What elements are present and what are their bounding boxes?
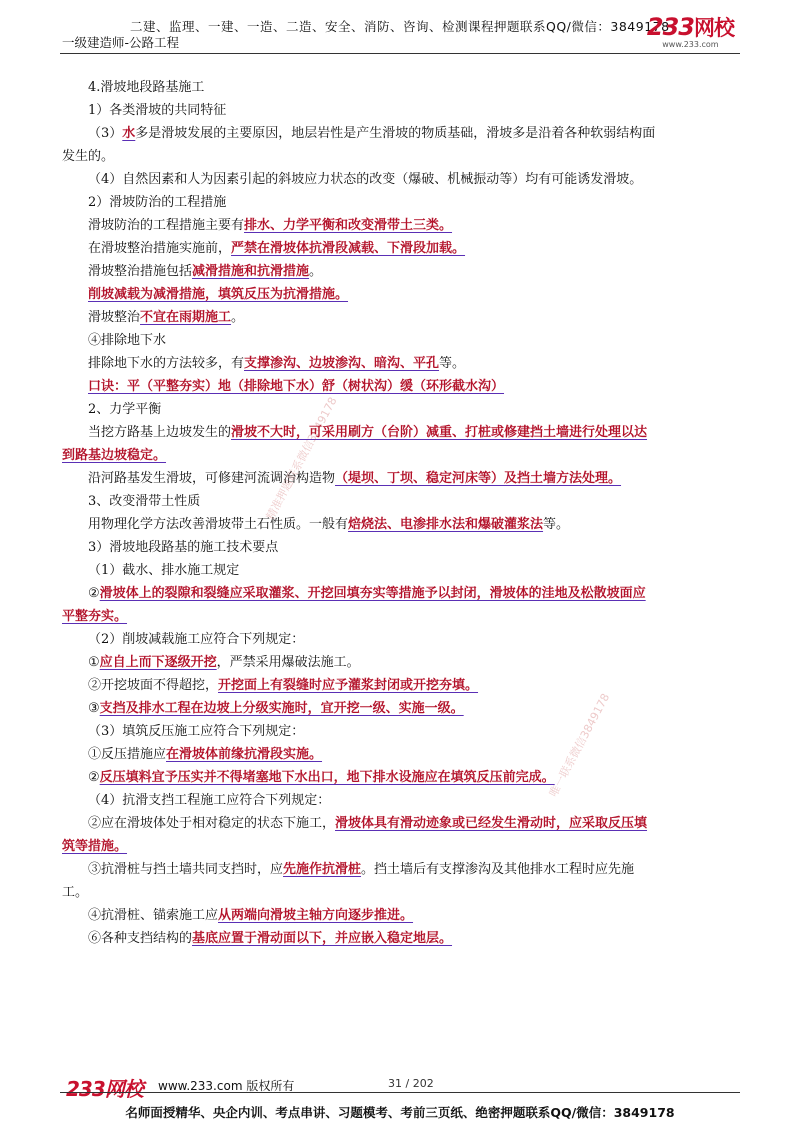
highlighted-text: 不宜在雨期施工 — [140, 310, 232, 325]
body-text: 。 — [309, 264, 323, 279]
body-text: （4）抗滑支挡工程施工应符合下列规定： — [88, 793, 331, 808]
highlighted-text: 滑坡不大时，可采用刷方（台阶）减重、打桩或修建挡土墙进行处理以达 — [231, 425, 648, 440]
text-line — [62, 674, 752, 697]
text-line — [62, 490, 752, 513]
body-text: ② — [88, 586, 100, 601]
highlighted-text: 严禁在滑坡体抗滑段减载、下滑段加载。 — [231, 241, 466, 256]
body-text: 沿河路基发生滑坡，可修建河流调治构造物 — [88, 471, 336, 486]
body-text: 工。 — [62, 885, 89, 900]
body-text: 发生的。 — [62, 149, 115, 164]
body-text: ②开挖坡面不得超挖， — [88, 678, 219, 693]
page-number: 31 / 202 — [388, 1077, 434, 1090]
body-text: 4.滑坡地段路基施工 — [88, 80, 205, 95]
body-text: ⑥各种支挡结构的 — [88, 931, 193, 946]
text-line — [62, 513, 752, 536]
body-text: 滑坡整治措施包括 — [88, 264, 193, 279]
body-text: ④排除地下水 — [88, 333, 167, 348]
highlighted-text: 焙烧法、电渗排水法和爆破灌浆法 — [348, 517, 544, 532]
text-line — [62, 122, 752, 145]
document-body — [62, 76, 752, 950]
highlighted-text: 筑等措施。 — [62, 839, 128, 854]
highlighted-text: 应自上而下逐级开挖 — [99, 655, 217, 670]
text-line — [62, 927, 752, 950]
text-line — [62, 329, 752, 352]
text-line — [62, 306, 752, 329]
text-line — [62, 605, 752, 628]
body-text: ① — [88, 655, 100, 670]
body-text: ①反压措施应 — [88, 747, 167, 762]
text-line — [62, 743, 752, 766]
text-line — [62, 881, 752, 904]
highlighted-text: 减滑措施和抗滑措施 — [192, 264, 310, 279]
body-text: 。 — [231, 310, 245, 325]
body-text: 滑坡整治 — [88, 310, 141, 325]
body-text: 在滑坡整治措施实施前， — [88, 241, 232, 256]
text-line — [62, 835, 752, 858]
text-line — [62, 812, 752, 835]
highlighted-text: 开挖面上有裂缝时应予灌浆封闭或开挖夯填。 — [218, 678, 479, 693]
body-text: 用物理化学方法改善滑坡带土石性质。一般有 — [88, 517, 349, 532]
text-line — [62, 789, 752, 812]
text-line — [62, 76, 752, 99]
text-line — [62, 375, 752, 398]
text-line — [62, 651, 752, 674]
logo-url: www.233.com — [662, 40, 719, 49]
header-subject: 一级建造师-公路工程 — [62, 35, 180, 50]
body-text: 滑坡防治的工程措施主要有 — [88, 218, 245, 233]
footer-promo-text: 名师面授精华、央企内训、考点串讲、习题模考、考前三页纸、绝密押题联系QQ/微信：3849178 — [125, 1105, 675, 1120]
footer-site: www.233.com 版权所有 — [158, 1079, 295, 1093]
text-line — [62, 536, 752, 559]
text-line — [62, 858, 752, 881]
text-line — [62, 582, 752, 605]
text-line — [62, 467, 752, 490]
body-text: 排除地下水的方法较多，有 — [88, 356, 245, 371]
body-text: 3）滑坡地段路基的施工技术要点 — [88, 540, 279, 555]
body-text: ④抗滑桩、锚索施工应 — [88, 908, 219, 923]
highlighted-text: 从两端向滑坡主轴方向逐步推进。 — [218, 908, 414, 923]
body-text: 3、改变滑带土性质 — [88, 494, 201, 509]
text-line — [62, 352, 752, 375]
highlighted-text: 滑坡体上的裂隙和裂缝应采取灌浆、开挖回填夯实等措施予以封闭，滑坡体的洼地及松散坡面应 — [99, 586, 646, 601]
body-text: （1）截水、排水施工规定 — [88, 563, 240, 578]
header-promo-text: 二建、监理、一建、一造、二造、安全、消防、咨询、检测课程押题联系QQ/微信：3849178 — [130, 19, 670, 34]
body-text: 等。 — [543, 517, 570, 532]
highlighted-text: 口诀：平（平整夯实）地（排除地下水）舒（树状沟）缓（环形截水沟） — [88, 379, 505, 394]
body-text: 等。 — [439, 356, 466, 371]
highlighted-text: 基底应置于滑动面以下，并应嵌入稳定地层。 — [192, 931, 453, 946]
highlighted-text: 滑坡体具有滑动迹象或已经发生滑动时，应采取反压填 — [335, 816, 648, 831]
text-line — [62, 904, 752, 927]
highlighted-text: 平整夯实。 — [62, 609, 128, 624]
highlighted-text: 在滑坡体前缘抗滑段实施。 — [166, 747, 323, 762]
highlighted-text: 排水、力学平衡和改变滑带土三类。 — [244, 218, 453, 233]
highlighted-text: 支撑渗沟、边坡渗沟、暗沟、平孔 — [244, 356, 440, 371]
text-line — [62, 260, 752, 283]
highlighted-text: 先施作抗滑桩 — [283, 862, 362, 877]
text-line — [62, 720, 752, 743]
body-text: （3）填筑反压施工应符合下列规定： — [88, 724, 305, 739]
text-line — [62, 283, 752, 306]
highlighted-text: 水 — [122, 126, 136, 141]
text-line — [62, 421, 752, 444]
body-text: 多是滑坡发展的主要原因，地层岩性是产生滑坡的物质基础，滑坡多是沿着各种软弱结构面 — [135, 126, 656, 141]
body-text: ③ — [88, 701, 100, 716]
text-line — [62, 168, 752, 191]
body-text: 当挖方路基上边坡发生的 — [88, 425, 232, 440]
body-text: 。挡土墙后有支撑渗沟及其他排水工程时应先施 — [361, 862, 635, 877]
text-line — [62, 237, 752, 260]
body-text: 2、力学平衡 — [88, 402, 162, 417]
text-line — [62, 766, 752, 789]
logo-suffix: 网校 — [694, 16, 734, 40]
body-text: ② — [88, 770, 100, 785]
highlighted-text: 削坡减载为减滑措施，填筑反压为抗滑措施。 — [88, 287, 349, 302]
body-text: （2）削坡减载施工应符合下列规定： — [88, 632, 305, 647]
body-text: ③抗滑桩与挡土墙共同支挡时，应 — [88, 862, 284, 877]
text-line — [62, 444, 752, 467]
logo-number: 233 — [646, 13, 694, 41]
watermark-1: 精准押题联系微信3849178 — [263, 394, 340, 523]
text-line — [62, 697, 752, 720]
brand-logo — [647, 15, 734, 49]
text-line — [62, 398, 752, 421]
highlighted-text: 支挡及排水工程在边坡上分级实施时，宜开挖一级、实施一级。 — [99, 701, 464, 716]
text-line — [62, 628, 752, 651]
footer-divider — [60, 1092, 740, 1093]
highlighted-text: 到路基边坡稳定。 — [62, 448, 167, 463]
body-text: 2）滑坡防治的工程措施 — [88, 195, 227, 210]
header-divider — [60, 53, 740, 54]
body-text: ②应在滑坡体处于相对稳定的状态下施工， — [88, 816, 336, 831]
text-line — [62, 99, 752, 122]
body-text: 1）各类滑坡的共同特征 — [88, 103, 227, 118]
footer-logo: 233网校 — [66, 1077, 143, 1101]
text-line — [62, 559, 752, 582]
text-line — [62, 145, 752, 168]
highlighted-text: 反压填料宜予压实并不得堵塞地下水出口，地下排水设施应在填筑反压前完成。 — [99, 770, 555, 785]
body-text: （4）自然因素和人为因素引起的斜坡应力状态的改变（爆破、机械振动等）均有可能诱发滑坡。 — [88, 172, 643, 187]
watermark-2: 唯一联系微信3849178 — [546, 691, 613, 800]
body-text: （3） — [88, 126, 123, 141]
text-line — [62, 214, 752, 237]
highlighted-text: （堤坝、丁坝、稳定河床等）及挡土墙方法处理。 — [335, 471, 622, 486]
body-text: ，严禁采用爆破法施工。 — [216, 655, 360, 670]
text-line — [62, 191, 752, 214]
